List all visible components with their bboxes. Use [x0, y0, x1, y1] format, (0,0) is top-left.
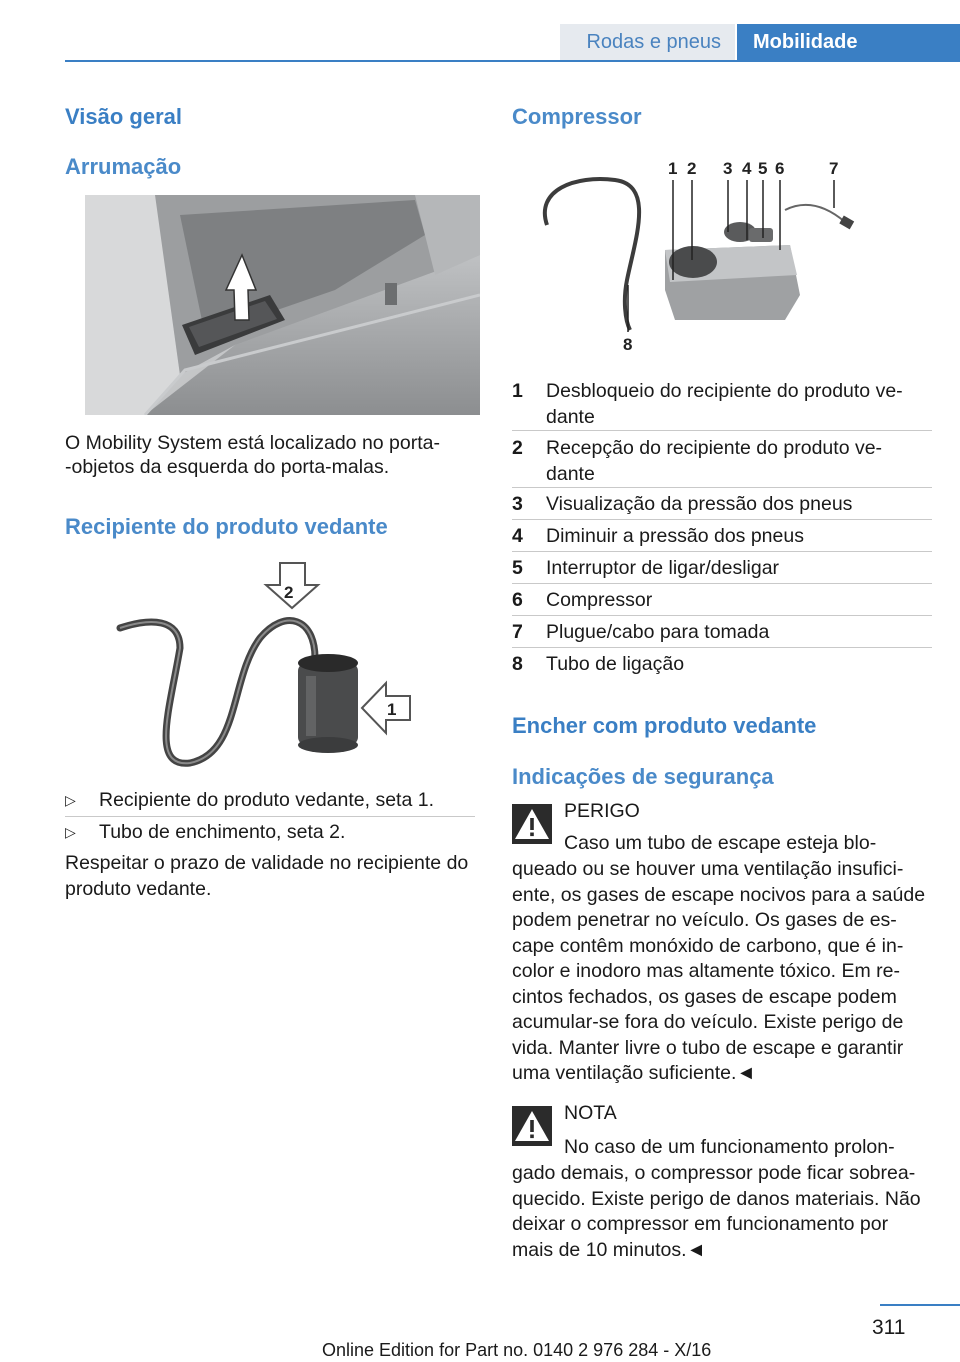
legend-number: 7	[512, 621, 523, 643]
legend-number: 1	[512, 380, 523, 402]
sealant-heading: Recipiente do produto vedante	[65, 514, 388, 539]
danger-text: queado ou se houver uma ventilação insufici-	[512, 858, 904, 880]
storage-heading: Arrumação	[65, 154, 182, 179]
compressor-fig-label: 8	[623, 335, 633, 354]
header-rule	[65, 60, 960, 62]
compressor-fig-label: 1	[668, 159, 678, 178]
compressor-fig-label: 7	[829, 159, 839, 178]
edition-footer: Online Edition for Part no. 0140 2 976 284 - X/16	[322, 1340, 712, 1360]
danger-text: Caso um tubo de escape esteja blo-	[564, 832, 877, 854]
warning-triangle-icon	[512, 804, 552, 844]
danger-text: uma ventilação suficiente.◄	[512, 1062, 756, 1084]
legend-divider	[512, 430, 932, 431]
legend-number: 5	[512, 557, 523, 579]
notice-label: NOTA	[564, 1102, 617, 1124]
danger-label: PERIGO	[564, 800, 640, 822]
trunk-storage-photo	[85, 195, 480, 415]
legend-divider	[512, 583, 932, 584]
page-number: 311	[872, 1316, 906, 1339]
bullet-triangle-icon: ▷	[65, 792, 76, 808]
notice-text: gado demais, o compressor pode ficar sobrea-	[512, 1162, 916, 1184]
header-section-tab: Rodas e pneus	[560, 24, 735, 60]
sealant-fig-label-1: 1	[387, 700, 397, 719]
danger-text: ente, os gases de escape nocivos para a saúde	[512, 884, 926, 906]
legend-text: Visualização da pressão dos pneus	[546, 493, 853, 515]
storage-text-line-1: O Mobility System está localizado no porta-	[65, 432, 440, 454]
sealant-container-figure	[110, 558, 430, 770]
danger-text: vida. Manter livre o tubo de escape e garantir	[512, 1037, 904, 1059]
notice-text: No caso de um funcionamento prolon-	[564, 1136, 895, 1158]
legend-text: Compressor	[546, 589, 653, 611]
bullet-text: Tubo de enchimento, seta 2.	[99, 821, 346, 843]
notice-text: quecido. Existe perigo de danos materiais. Não	[512, 1188, 921, 1210]
storage-text-line-2: -objetos da esquerda do porta-malas.	[65, 456, 390, 478]
danger-text: color e inodoro mas altamente tóxico. Em re-	[512, 960, 901, 982]
compressor-fig-label: 5	[758, 159, 768, 178]
legend-number: 8	[512, 653, 523, 675]
legend-number: 2	[512, 437, 523, 459]
danger-text: cintos fechados, os gases de escape podem	[512, 986, 897, 1008]
legend-text: Interruptor de ligar/desligar	[546, 557, 780, 579]
legend-text: Plugue/cabo para tomada	[546, 621, 770, 643]
bullet-triangle-icon: ▷	[65, 824, 76, 840]
compressor-fig-label: 4	[742, 159, 752, 178]
compressor-fig-label: 2	[687, 159, 697, 178]
bullet-divider	[65, 816, 475, 817]
legend-text: Recepção do recipiente do produto ve- dante	[546, 437, 883, 485]
notice-triangle-icon	[512, 1106, 552, 1146]
legend-number: 6	[512, 589, 523, 611]
sealant-fig-label-2: 2	[284, 583, 294, 602]
legend-divider	[512, 615, 932, 616]
compressor-fig-label: 3	[723, 159, 733, 178]
footer-rule	[880, 1304, 960, 1306]
bullet-text: Recipiente do produto vedante, seta 1.	[99, 789, 434, 811]
header-chapter-tab: Mobilidade	[737, 24, 960, 62]
compressor-fig-label: 6	[775, 159, 785, 178]
legend-text: Desbloqueio do recipiente do produto ve- dante	[546, 380, 903, 428]
legend-divider	[512, 519, 932, 520]
legend-text: Tubo de ligação	[546, 653, 685, 675]
legend-divider	[512, 487, 932, 488]
danger-text: podem penetrar no veículo. Os gases de es-	[512, 909, 897, 931]
overview-title: Visão geral	[65, 104, 182, 129]
notice-text: deixar o compressor em funcionamento por	[512, 1213, 889, 1235]
legend-divider	[512, 647, 932, 648]
legend-text: Diminuir a pressão dos pneus	[546, 525, 804, 547]
legend-divider	[512, 551, 932, 552]
safety-heading: Indicações de segurança	[512, 764, 774, 789]
legend-number: 4	[512, 525, 523, 547]
fill-sealant-heading: Encher com produto vedante	[512, 713, 817, 738]
validity-text-line-1: Respeitar o prazo de validade no recipiente do	[65, 852, 469, 874]
danger-text: acumular-se fora do veículo. Existe perigo de	[512, 1011, 904, 1033]
compressor-figure	[535, 150, 865, 355]
validity-text-line-2: produto vedante.	[65, 878, 212, 900]
danger-text: cape contêm monóxido de carbono, que é in-	[512, 935, 904, 957]
compressor-heading: Compressor	[512, 104, 642, 129]
notice-text: mais de 10 minutos.◄	[512, 1239, 706, 1261]
legend-number: 3	[512, 493, 523, 515]
